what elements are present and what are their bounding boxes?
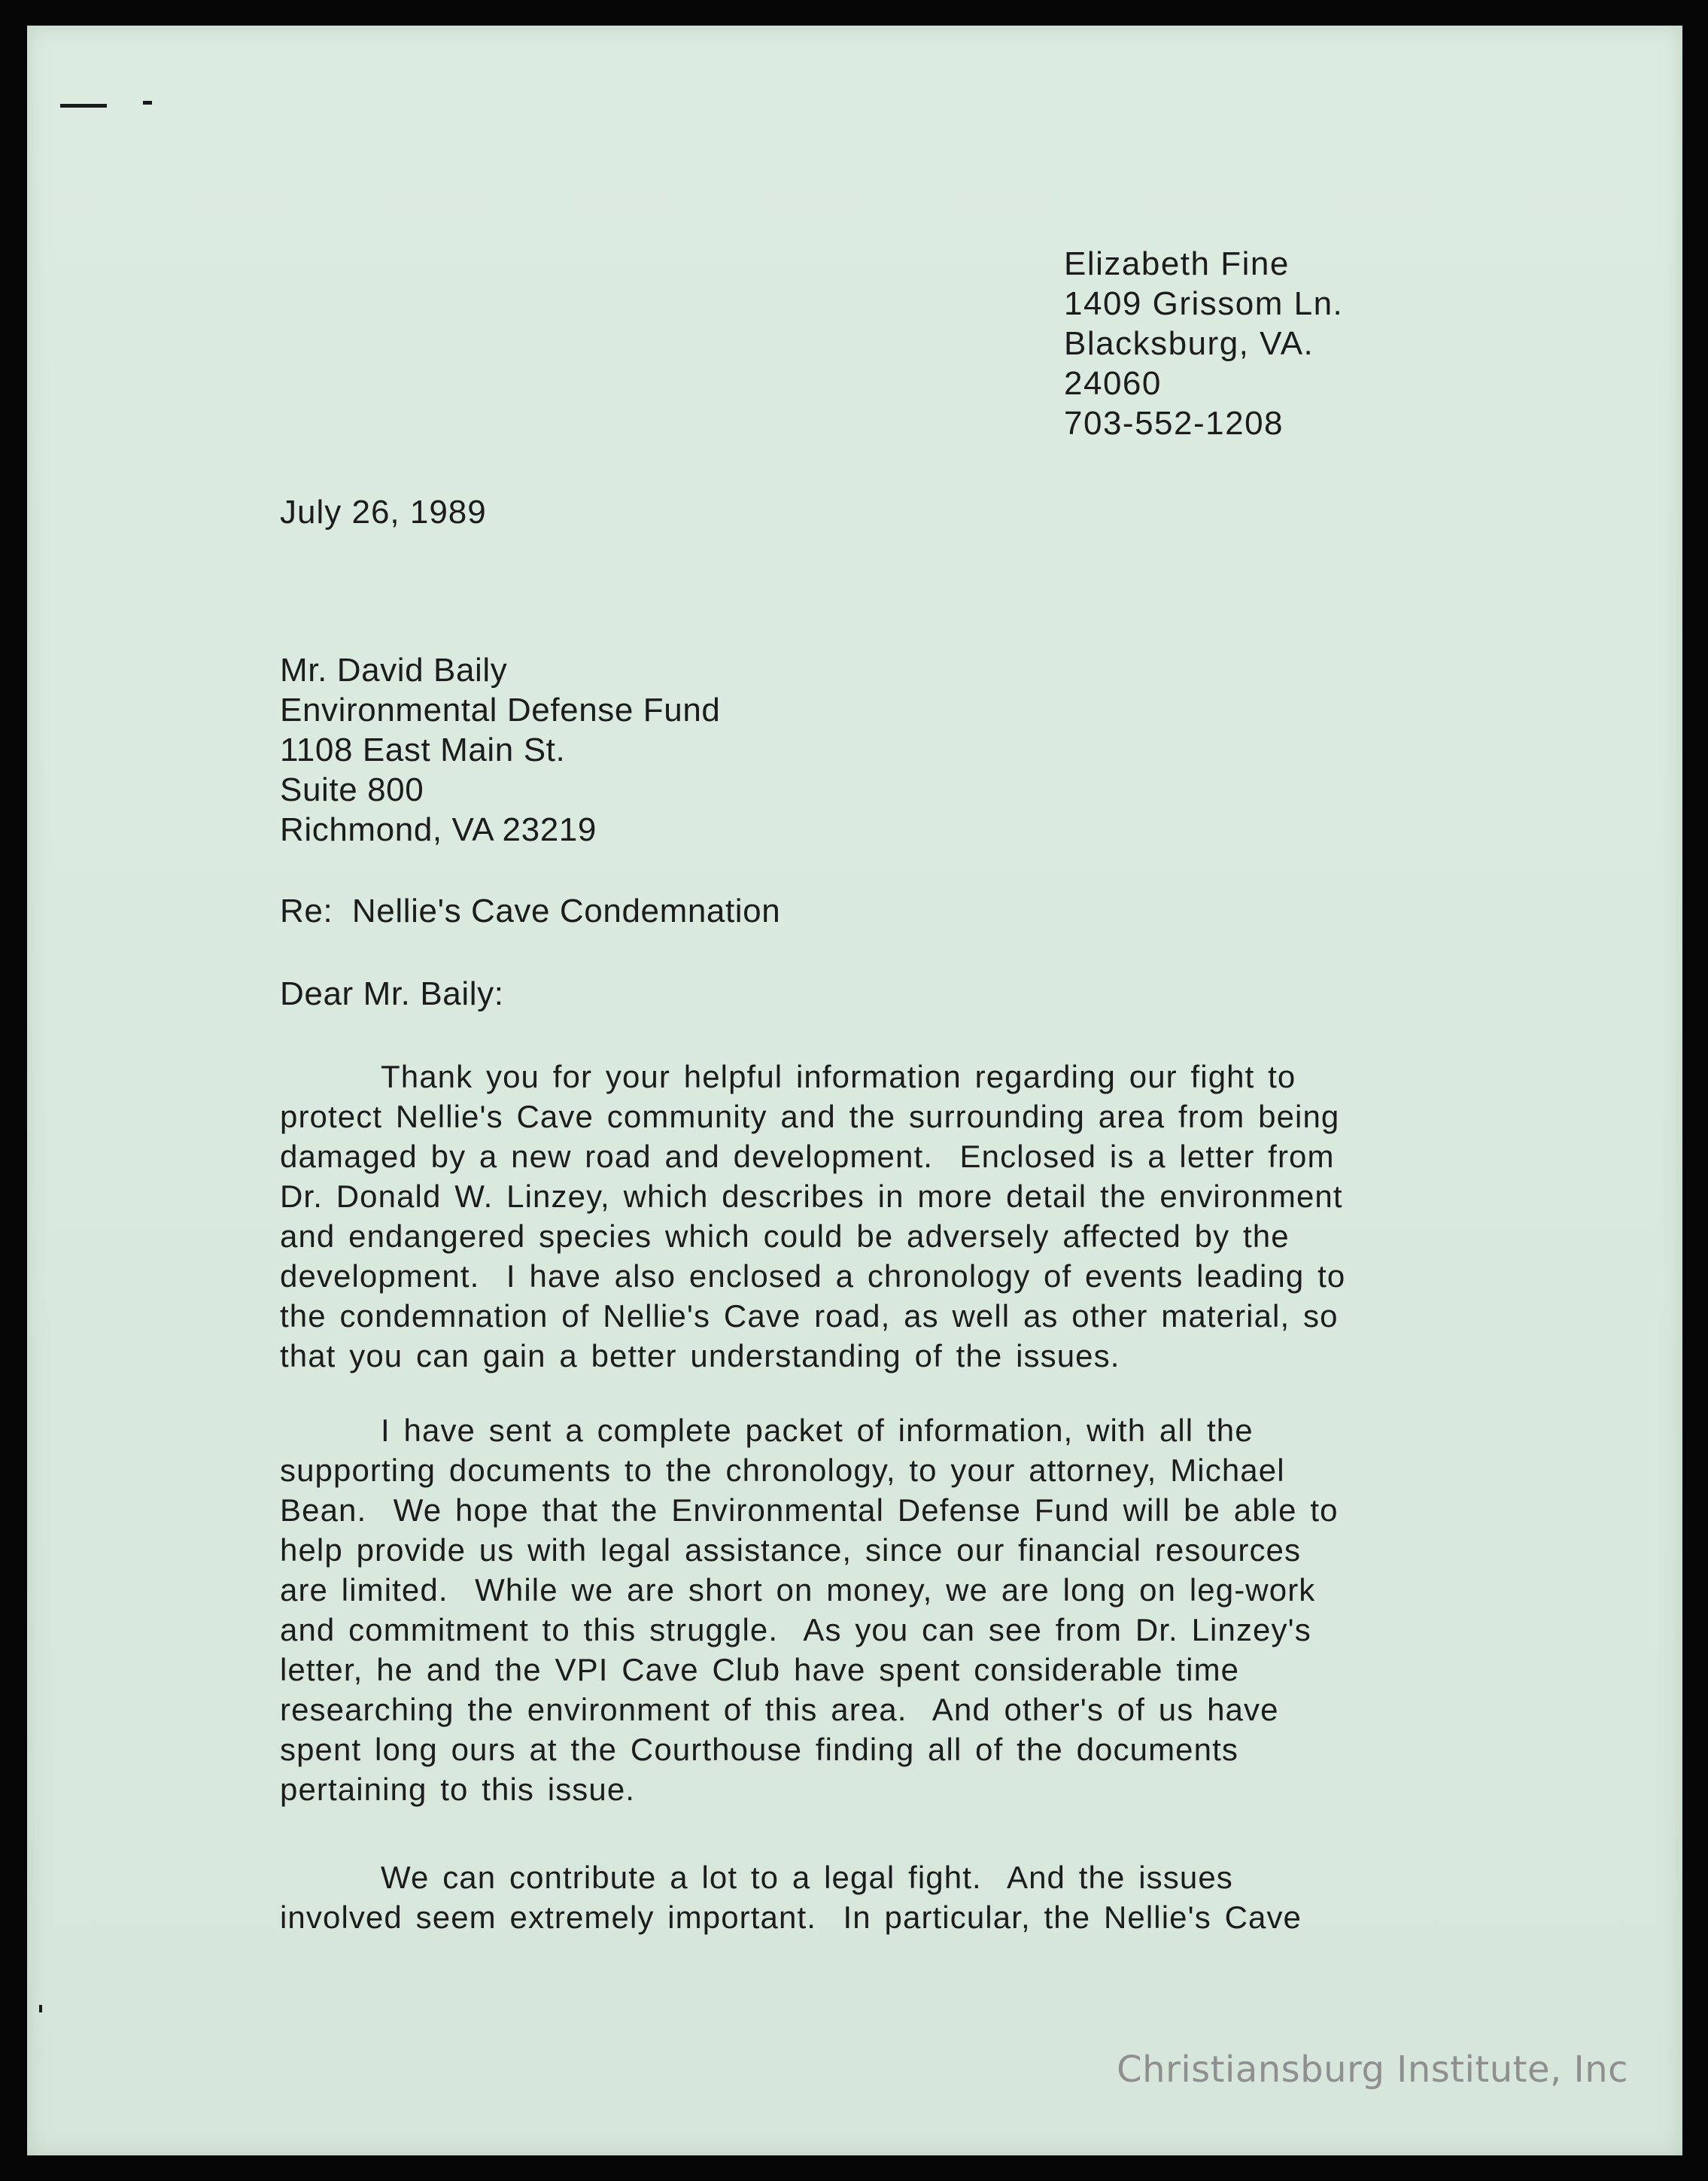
paragraph-line: the condemnation of Nellie's Cave road, as well as other material, so [280, 1298, 1339, 1334]
body-paragraph-3 [280, 1857, 1484, 1937]
recipient-city-state-zip: Richmond, VA 23219 [280, 811, 597, 848]
recipient-address-block [280, 650, 720, 850]
body-paragraph-1 [280, 1057, 1484, 1376]
paragraph-line: and endangered species which could be adversely affected by the [280, 1218, 1290, 1254]
recipient-organization: Environmental Defense Fund [280, 692, 721, 729]
margin-dash-mark [60, 104, 107, 108]
paragraph-line: protect Nellie's Cave community and the surrounding area from being [280, 1099, 1340, 1134]
paragraph-line: supporting documents to the chronology, to your attorney, Michael [280, 1452, 1285, 1488]
paragraph-line: pertaining to this issue. [280, 1772, 636, 1807]
paragraph-line: are limited. While we are short on money, we are long on leg-work [280, 1572, 1316, 1608]
paragraph-line: We can contribute a lot to a legal fight. And the issues [381, 1860, 1233, 1895]
paragraph-line: letter, he and the VPI Cave Club have spent considerable time [280, 1652, 1240, 1687]
sender-city-state: Blacksburg, VA. [1064, 325, 1314, 362]
paragraph-line: Bean. We hope that the Environmental Defense Fund will be able to [280, 1492, 1339, 1528]
sender-name: Elizabeth Fine [1064, 245, 1290, 282]
salutation: Dear Mr. Baily: [280, 975, 504, 1012]
paragraph-line: I have sent a complete packet of information, with all the [381, 1413, 1254, 1448]
margin-tick-mark [143, 101, 152, 105]
letter-date: July 26, 1989 [280, 494, 487, 531]
recipient-suite: Suite 800 [280, 771, 424, 808]
paragraph-line: involved seem extremely important. In particular, the Nellie's Cave [280, 1900, 1302, 1935]
paragraph-line: spent long ours at the Courthouse finding all of the documents [280, 1732, 1238, 1767]
paragraph-line: help provide us with legal assistance, since our financial resources [280, 1532, 1302, 1568]
paragraph-line: Thank you for your helpful information regarding our fight to [381, 1059, 1296, 1094]
paragraph-line: researching the environment of this area. And other's of us have [280, 1692, 1279, 1727]
sender-zip: 24060 [1064, 365, 1162, 402]
paragraph-line: and commitment to this struggle. As you can see from Dr. Linzey's [280, 1612, 1311, 1647]
sender-street: 1409 Grissom Ln. [1064, 285, 1344, 322]
margin-dot-mark [39, 2005, 42, 2012]
body-paragraph-2 [280, 1410, 1484, 1809]
sender-phone: 703-552-1208 [1064, 405, 1284, 442]
recipient-name: Mr. David Baily [280, 652, 508, 689]
paragraph-line: damaged by a new road and development. Enclosed is a letter from [280, 1139, 1335, 1174]
sender-address-block [1064, 244, 1343, 443]
paragraph-line: Dr. Donald W. Linzey, which describes in more detail the environment [280, 1179, 1343, 1214]
recipient-street: 1108 East Main St. [280, 732, 566, 768]
paragraph-line: that you can gain a better understanding of the issues. [280, 1338, 1120, 1373]
letter-page [27, 26, 1682, 2155]
subject-line: Re: Nellie's Cave Condemnation [280, 893, 781, 929]
paragraph-line: development. I have also enclosed a chronology of events leading to [280, 1258, 1346, 1294]
archive-watermark: Christiansburg Institute, Inc [1117, 2049, 1628, 2091]
